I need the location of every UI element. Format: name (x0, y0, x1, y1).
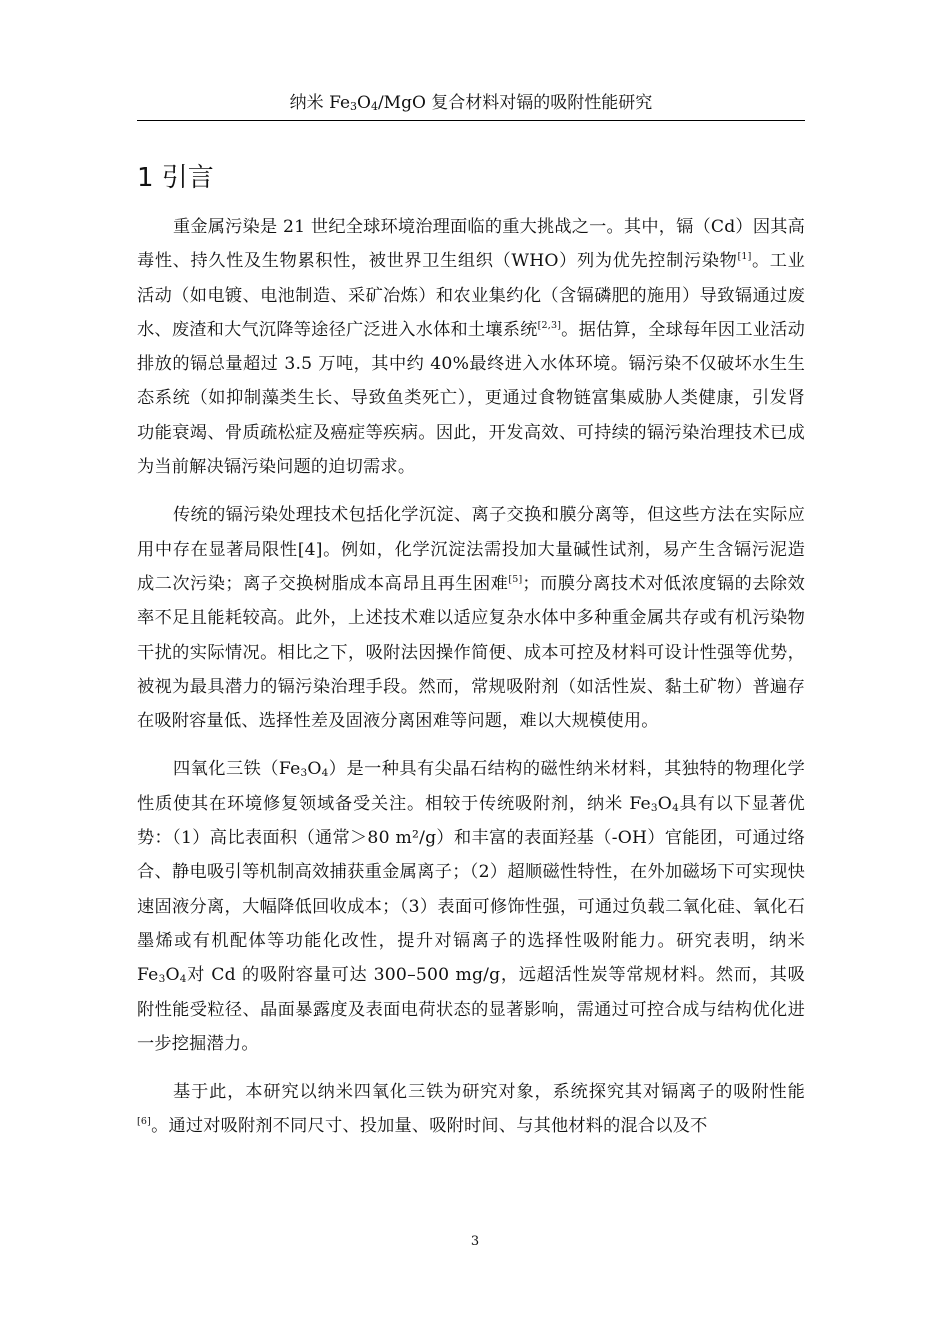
paragraph-text: 传统的镉污染处理技术包括化学沉淀、离子交换和膜分离等，但这些方法在实际应用中存在显著局限性[4]。例如，化学沉淀法需投加大量碱性试剂，易产生含镉污泥造成二次污染；离子交换树脂成本高昂且再生困难 (137, 505, 805, 594)
paragraph-text: 四氧化三铁（Fe (173, 759, 301, 780)
paragraph-text: ）是一种具有尖晶石结构的磁性纳米材料，其独特的物理化学性质使其在环境修复领域备受关注。相较于传统吸附剂，纳米 Fe (137, 759, 806, 814)
paragraph-text: 重金属污染是 21 世纪全球环境治理面临的重大挑战之一。其中，镉（Cd）因其高毒性、持久性及生物累积性，被世界卫生组织（WHO）列为优先控制污染物 (137, 217, 805, 272)
paragraph-1 (137, 210, 805, 484)
paragraph-text: 具有以下显著优势：（1）高比表面积（通常＞80 m²/g）和丰富的表面羟基（-OH）官能团，可通过络合、静电吸引等机制高效捕获重金属离子；（2）超顺磁性特性，在外加磁场下可实现快速固液分离，大幅降低回收成本；（3）表面可修饰性强，可通过负载二氧化硅、氧化石墨烯或有机配体等功能化改性，提升对镉离子的选择性吸附能力。研究表明，纳米 Fe (137, 793, 806, 986)
paragraph-text: ；而膜分离技术对低浓度镉的去除效率不足且能耗较高。此外，上述技术难以适应复杂水体中多种重金属共存或有机污染物干扰的实际情况。相比之下，吸附法因操作简便、成本可控及材料可设计性强等优势，被视为最具潜力的镉污染治理手段。然而，常规吸附剂（如活性炭、黏土矿物）普遍存在吸附容量低、选择性差及固液分离困难等问题，难以大规模使用。 (137, 573, 806, 732)
paragraph-text: 。据估算，全球每年因工业活动排放的镉总量超过 3.5 万吨，其中约 40%最终进入水体环境。镉污染不仅破坏水生生态系统（如抑制藻类生长、导致鱼类死亡），更通过食物链富集威胁人类健康，引发肾功能衰竭、骨质疏松症及癌症等疾病。因此，开发高效、可持续的镉污染治理技术已成为当前解决镉污染问题的迫切需求。 (137, 319, 805, 478)
paragraph-text: O (165, 965, 180, 986)
paragraph-text: O (657, 793, 673, 814)
paragraph-3 (137, 752, 805, 1061)
header-title-suffix: /MgO 复合材料对镉的吸附性能研究 (377, 93, 653, 113)
paragraph-text: 。工业活动（如电镀、电池制造、采矿冶炼）和农业集约化（含镉磷肥的施用）导致镉通过废水、废渣和大气沉降等途径广泛进入水体和土壤系统 (137, 251, 805, 340)
subscript: 3 (650, 801, 658, 814)
header-subscript-3: 3 (350, 100, 358, 113)
header-title-oxygen: O (357, 93, 371, 113)
citation-ref: [5] (508, 573, 523, 585)
paragraph-text: 基于此，本研究以纳米四氧化三铁为研究对象，系统探究其对镉离子的吸附性能 (173, 1082, 805, 1103)
paragraph-text: 。通过对吸附剂不同尺寸、投加量、吸附时间、与其他材料的混合以及不 (151, 1116, 708, 1137)
paragraph-4 (137, 1075, 805, 1144)
section-title: 1 引言 (137, 163, 214, 194)
paragraph-text: 对 Cd 的吸附容量可达 300–500 mg/g，远超活性炭等常规材料。然而，其吸附性能受粒径、晶面暴露度及表面电荷状态的显著影响，需通过可控合成与结构优化进一步挖掘潜力。 (137, 965, 805, 1054)
subscript: 4 (179, 973, 187, 986)
subscript: 4 (672, 801, 679, 814)
running-header (137, 93, 805, 121)
body-text (137, 210, 805, 1158)
citation-ref: [2,3] (537, 319, 562, 331)
header-subscript-4: 4 (370, 100, 378, 113)
subscript: 4 (321, 767, 329, 780)
subscript: 3 (158, 973, 166, 986)
paragraph-text: O (307, 759, 322, 780)
header-title-prefix: 纳米 Fe (289, 93, 351, 113)
paragraph-2 (137, 498, 805, 738)
subscript: 3 (300, 767, 308, 780)
page-number: 3 (470, 1234, 480, 1249)
citation-ref: [1] (737, 251, 752, 263)
citation-ref: [6] (137, 1116, 152, 1128)
